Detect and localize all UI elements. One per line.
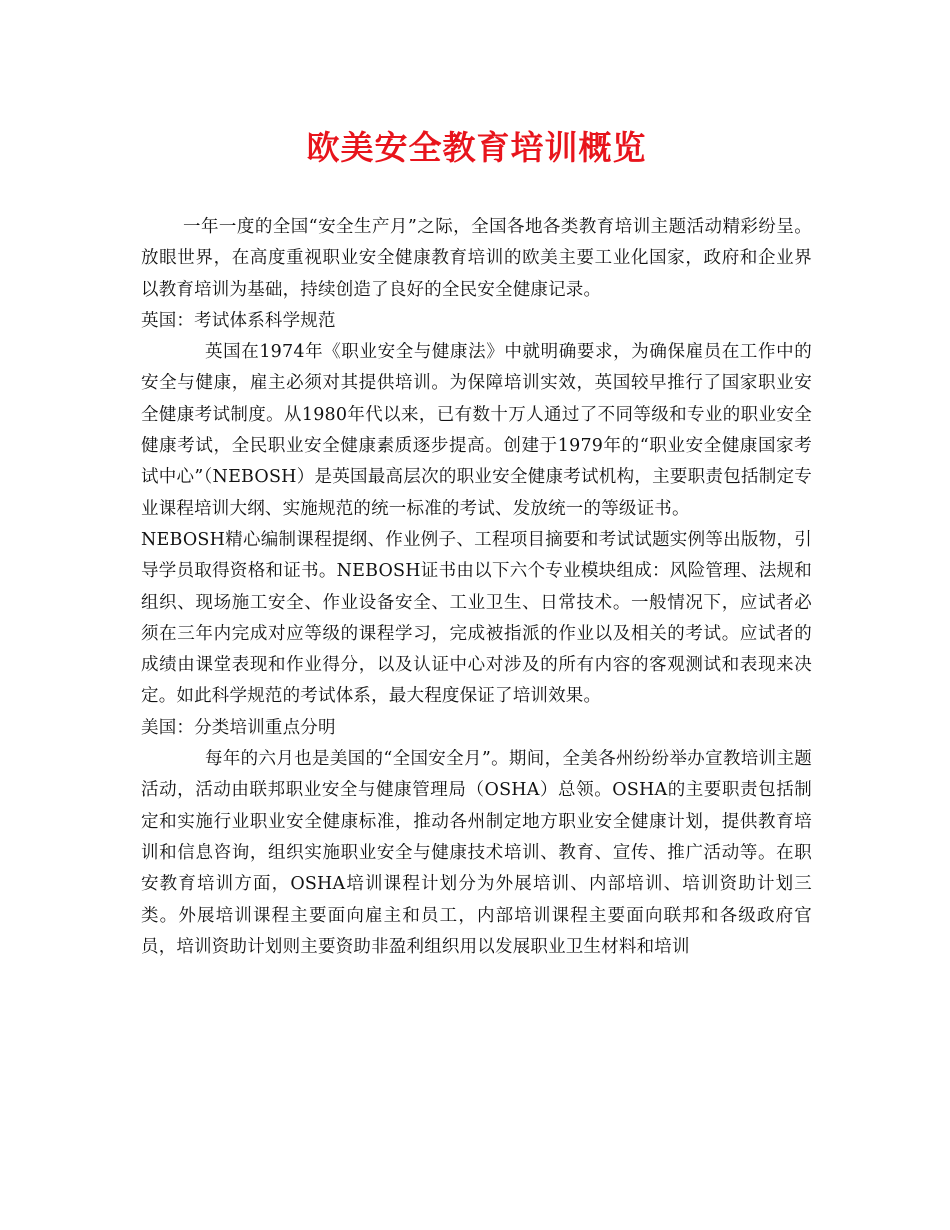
section-heading-us: 美国：分类培训重点分明 [141,717,336,738]
us-paragraph-1: 每年的六月也是美国的“全国安全月”。期间，全美各州纷纷举办宣教培训主题活动，活动由联邦职业安全与健康管理局（OSHA）总领。OSHA的主要职责包括制定和实施行业职业安全健康标准，推动各州制定地方职业安全健康计划，提供教育培训和信息咨询，组织实施职业安全与健康技术培训、教育、宣传、推广活动等。在职安教育培训方面，OSHA培训课程计划分为外展培训、内部培训、培训资助计划三类。外展培训课程主要面向雇主和员工，内部培训课程主要面向联邦和各级政府官员，培训资助计划则主要资助非盈利组织用以发展职业卫生材料和培训 [141,749,812,957]
uk-paragraph-1: 英国在1974年《职业安全与健康法》中就明确要求，为确保雇员在工作中的安全与健康，雇主必须对其提供培训。为保障培训实效，英国较早推行了国家职业安全健康考试制度。从1980年代以来，已有数十万人通过了不同等级和专业的职业安全健康考试，全民职业安全健康素质逐步提高。创建于1979年的“职业安全健康国家考试中心”（NEBOSH）是英国最高层次的职业安全健康考试机构，主要职责包括制定专业课程培训大纲、实施规范的统一标准的考试、发放统一的等级证书。 [141,342,812,519]
uk-paragraph-2: NEBOSH精心编制课程提纲、作业例子、工程项目摘要和考试试题实例等出版物，引导学员取得资格和证书。NEBOSH证书由以下六个专业模块组成：风险管理、法规和组织、现场施工安全、作业设备安全、工业卫生、日常技术。一般情况下，应试者必须在三年内完成对应等级的课程学习，完成被指派的作业以及相关的考试。应试者的成绩由课堂表现和作业得分，以及认证中心对涉及的所有内容的客观测试和表现来决定。如此科学规范的考试体系，最大程度保证了培训效果。 [141,529,812,707]
section-heading-uk: 英国：考试体系科学规范 [141,310,336,331]
intro-paragraph: 一年一度的全国“安全生产月”之际，全国各地各类教育培训主题活动精彩纷呈。放眼世界，在高度重视职业安全健康教育培训的欧美主要工业化国家，政府和企业界以教育培训为基础，持续创造了良好的全民安全健康记录。 [141,217,812,300]
document-title: 欧美安全教育培训概览 [306,128,647,167]
